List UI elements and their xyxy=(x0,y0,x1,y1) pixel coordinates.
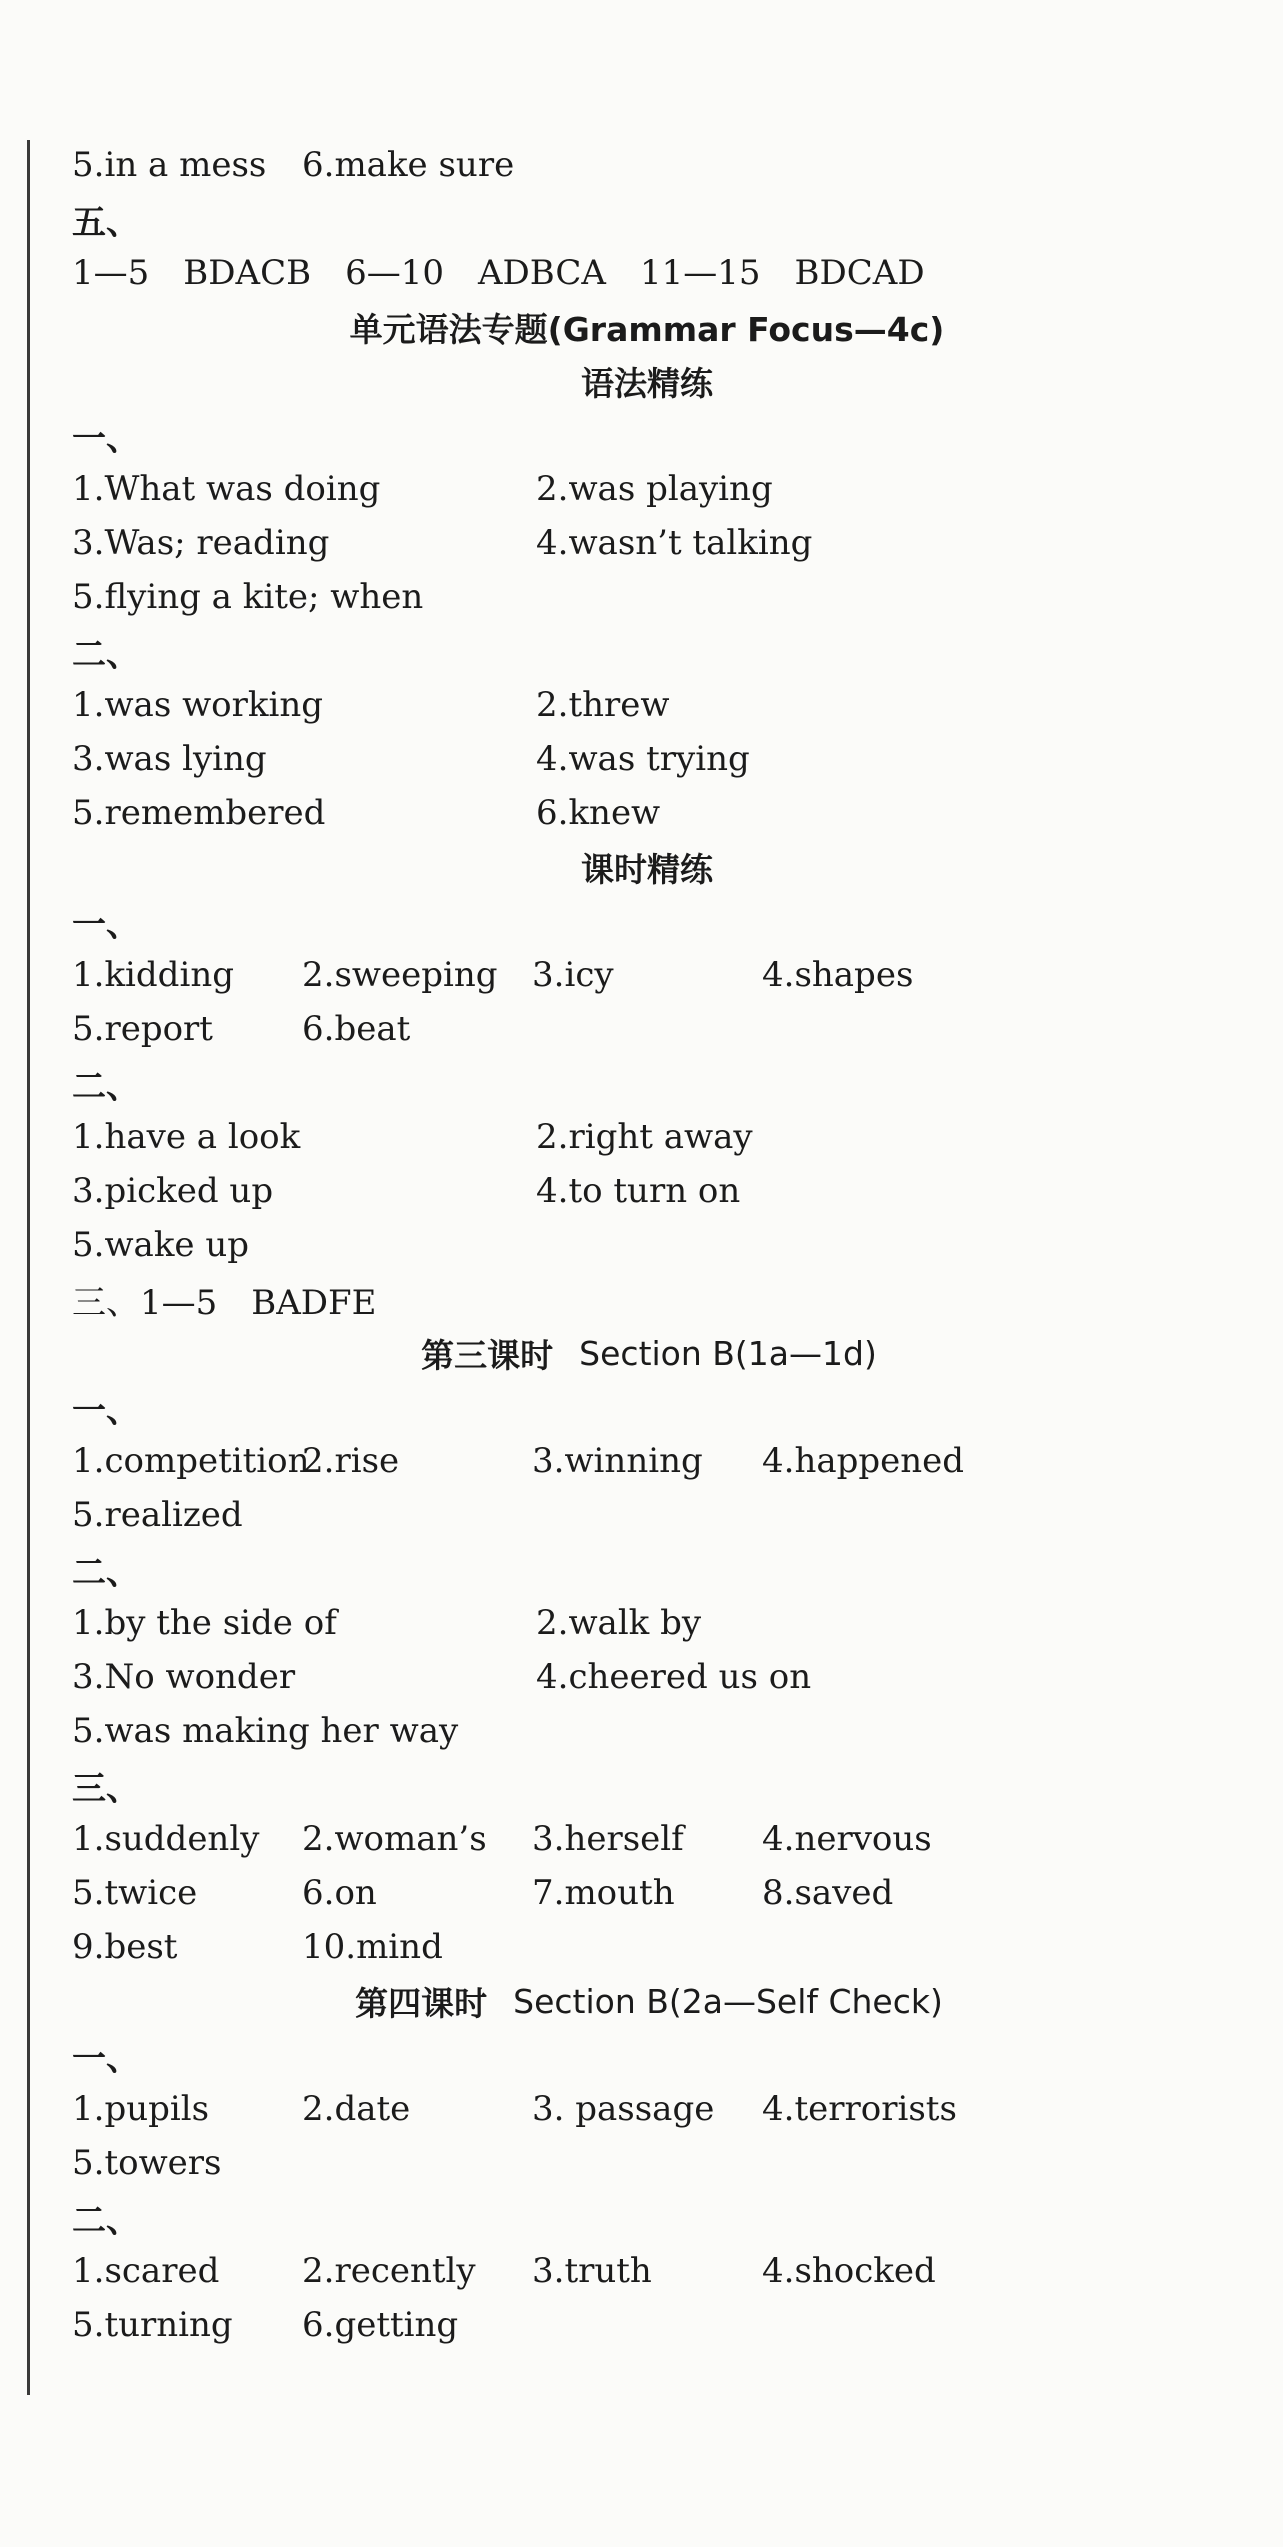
answer-item: 5.twice xyxy=(72,1873,198,1913)
section-subtitle-text: 语法精练 xyxy=(581,363,713,403)
part-label-text: 二、 xyxy=(72,1552,140,1593)
margin-line xyxy=(27,140,30,2395)
answer-row xyxy=(72,246,1222,300)
part-label xyxy=(72,624,1222,678)
answer-item: 3.winning xyxy=(532,1441,703,1481)
part-label-text: 一、 xyxy=(72,1390,140,1431)
section-title xyxy=(72,840,1222,894)
part-label-text: 三、 xyxy=(72,1768,140,1809)
answer-item: 1.What was doing xyxy=(72,469,381,509)
answer-item: 4.shocked xyxy=(762,2251,936,2291)
answer-item: 3. passage xyxy=(532,2089,715,2129)
answer-item: 4.wasn’t talking xyxy=(536,523,813,563)
part-label-text: 一、 xyxy=(72,418,140,459)
answer-item: 5.realized xyxy=(72,1495,243,1535)
answer-item: 5.report xyxy=(72,1009,213,1049)
answer-item: 3.truth xyxy=(532,2251,652,2291)
answer-item: 2.was playing xyxy=(536,469,773,509)
answer-item: 8.saved xyxy=(762,1873,894,1913)
answer-item: 2.sweeping xyxy=(302,955,498,995)
answer-item: 3.Was; reading xyxy=(72,523,330,563)
answer-item: 2.walk by xyxy=(536,1603,702,1643)
part-label xyxy=(72,2190,1222,2244)
answer-row xyxy=(72,462,1222,516)
answer-row xyxy=(72,2136,1222,2190)
part-label xyxy=(72,1758,1222,1812)
answer-row xyxy=(72,1866,1222,1920)
part-label-text: 一、 xyxy=(72,2038,140,2079)
answer-item: 5.towers xyxy=(72,2143,222,2183)
section-label-text: 五、 xyxy=(72,202,140,243)
section-label xyxy=(72,192,1222,246)
answer-row xyxy=(72,1704,1222,1758)
part-label-text: 一、 xyxy=(72,904,140,945)
part-label xyxy=(72,894,1222,948)
answer-item: 1.suddenly xyxy=(72,1819,260,1859)
answer-item: 2.recently xyxy=(302,2251,476,2291)
answer-item: 9.best xyxy=(72,1927,178,1967)
answer-item: 1.was working xyxy=(72,685,324,725)
answer-row xyxy=(72,948,1222,1002)
part-label-text: 二、 xyxy=(72,2200,140,2241)
answer-item: 2.right away xyxy=(536,1117,753,1157)
section-title xyxy=(72,1974,1222,2028)
answer-item: 4.nervous xyxy=(762,1819,932,1859)
answer-item: 1.scared xyxy=(72,2251,220,2291)
answer-item: 7.mouth xyxy=(532,1873,675,1913)
answer-item: 4.cheered us on xyxy=(536,1657,812,1697)
answer-item: 2.date xyxy=(302,2089,411,2129)
section-title-cn: 第三课时 xyxy=(421,1335,554,1375)
answer-row xyxy=(72,1920,1222,1974)
answer-letters: BDACB xyxy=(183,253,312,293)
section-title-en: Section B(2a—Self Check) xyxy=(513,1981,943,2021)
answer-item: 5.remembered xyxy=(72,793,326,833)
answer-row xyxy=(72,2244,1222,2298)
answer-item: 1.competition xyxy=(72,1441,310,1481)
answer-item: 1.have a look xyxy=(72,1117,301,1157)
answer-row xyxy=(72,1812,1222,1866)
answer-row xyxy=(72,1110,1222,1164)
part-label xyxy=(72,2028,1222,2082)
section-title-text: 课时精练 xyxy=(581,849,713,889)
answer-item: 6.beat xyxy=(302,1009,411,1049)
part-label xyxy=(72,1380,1222,1434)
answer-item: 4.was trying xyxy=(536,739,750,779)
answer-row xyxy=(72,1164,1222,1218)
answer-range: 1—5 xyxy=(72,253,150,293)
answer-row xyxy=(72,1434,1222,1488)
answer-row xyxy=(72,1596,1222,1650)
answer-item: 3.was lying xyxy=(72,739,267,779)
section-title xyxy=(72,300,1222,354)
answer-range: 11—15 xyxy=(639,253,761,293)
answer-row xyxy=(72,678,1222,732)
answer-item: 三、1—5 BADFE xyxy=(72,1282,377,1323)
answer-row xyxy=(72,1272,1222,1326)
answer-item: 6.getting xyxy=(302,2305,459,2345)
section-title-cn: 第四课时 xyxy=(355,1983,488,2023)
answer-item: 3.picked up xyxy=(72,1171,274,1211)
section-title xyxy=(72,1326,1222,1380)
answer-item: 4.terrorists xyxy=(762,2089,957,2129)
answer-row xyxy=(72,786,1222,840)
answer-item: 2.woman’s xyxy=(302,1819,487,1859)
answer-item: 1.by the side of xyxy=(72,1603,337,1643)
answer-item: 4.shapes xyxy=(762,955,914,995)
answer-row xyxy=(72,516,1222,570)
answer-item: 3.icy xyxy=(532,955,614,995)
answer-row xyxy=(72,1218,1222,1272)
answer-range: 6—10 xyxy=(345,253,444,293)
part-label xyxy=(72,1542,1222,1596)
answer-item: 10.mind xyxy=(302,1927,443,1967)
part-label-text: 二、 xyxy=(72,1066,140,1107)
answer-row xyxy=(72,2082,1222,2136)
answer-item: 5.wake up xyxy=(72,1225,250,1265)
answer-row xyxy=(72,1002,1222,1056)
answer-letters: ADBCA xyxy=(477,253,606,293)
answer-item: 2.threw xyxy=(536,685,670,725)
part-label xyxy=(72,1056,1222,1110)
section-subtitle xyxy=(72,354,1222,408)
answer-item: 1.kidding xyxy=(72,955,234,995)
section-title-en: Section B(1a—1d) xyxy=(579,1333,877,1373)
answer-row xyxy=(72,138,1222,192)
answer-item: 6.knew xyxy=(536,793,661,833)
section-title-text: 单元语法专题(Grammar Focus—4c) xyxy=(349,309,945,349)
answer-row xyxy=(72,2298,1222,2352)
answer-row xyxy=(72,1488,1222,1542)
answer-item: 1.pupils xyxy=(72,2089,210,2129)
answer-page xyxy=(72,138,1222,2352)
answer-letters: BDCAD xyxy=(794,253,925,293)
answer-row xyxy=(72,732,1222,786)
answer-item: 6.make sure xyxy=(302,145,515,185)
answer-item: 5.turning xyxy=(72,2305,233,2345)
answer-item: 5.in a mess xyxy=(72,145,267,185)
answer-item: 5.flying a kite; when xyxy=(72,577,424,617)
answer-item: 3.herself xyxy=(532,1819,684,1859)
answer-item: 4.happened xyxy=(762,1441,965,1481)
answer-item: 2.rise xyxy=(302,1441,400,1481)
answer-row xyxy=(72,1650,1222,1704)
answer-row xyxy=(72,570,1222,624)
answer-item: 6.on xyxy=(302,1873,377,1913)
answer-item: 3.No wonder xyxy=(72,1657,296,1697)
part-label xyxy=(72,408,1222,462)
answer-item: 5.was making her way xyxy=(72,1711,459,1751)
part-label-text: 二、 xyxy=(72,634,140,675)
answer-item: 4.to turn on xyxy=(536,1171,741,1211)
